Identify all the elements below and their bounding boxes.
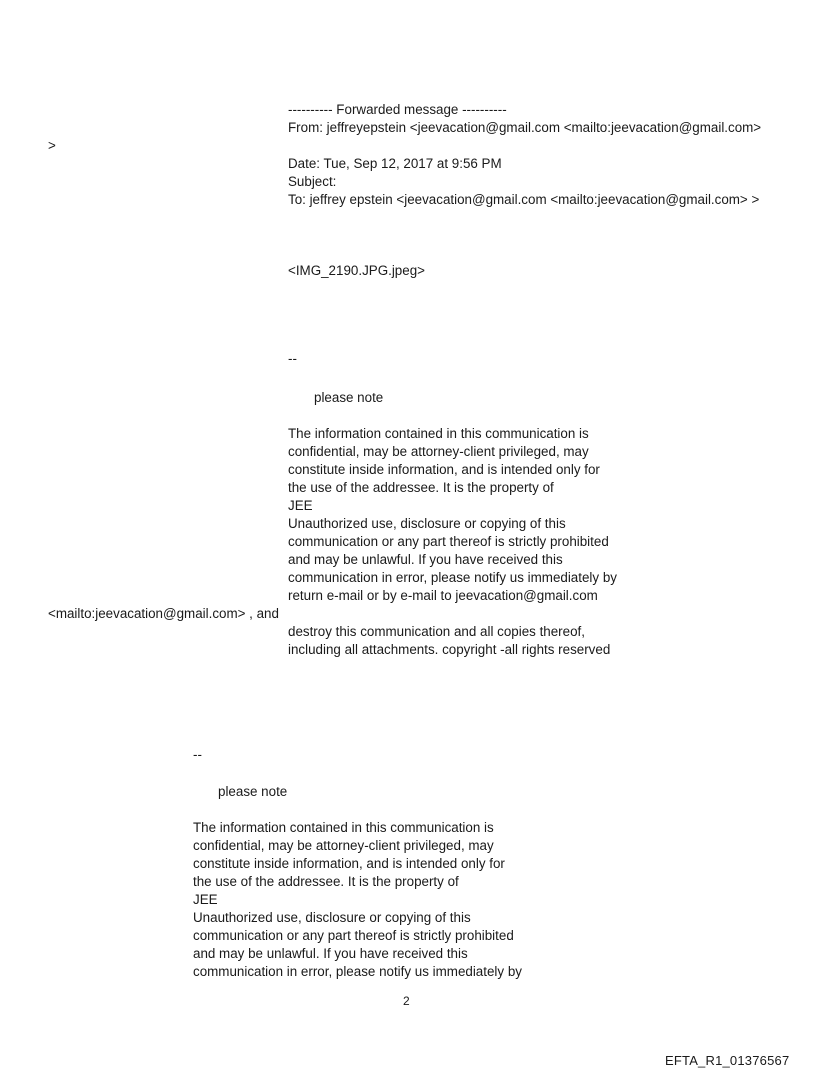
from-line: From: jeffreyepstein <jeevacation@gmail.com <mailto:jeevacation@gmail.com> [288,120,762,135]
disclaimer-1-line: destroy this communication and all copies thereof, [288,624,585,639]
disclaimer-1-line: return e-mail or by e-mail to jeevacation@gmail.com [288,588,598,603]
disclaimer-1-line: Unauthorized use, disclosure or copying of this [288,516,566,531]
disclaimer-1-line: communication or any part thereof is strictly prohibited [288,534,609,549]
disclaimer-1-line: constitute inside information, and is intended only for [288,462,600,477]
signature-separator-1: -- [288,351,297,366]
to-line: To: jeffrey epstein <jeevacation@gmail.com <mailto:jeevacation@gmail.com> > [288,192,760,207]
disclaimer-1-wrap: <mailto:jeevacation@gmail.com> , and [48,606,279,621]
disclaimer-2-line: communication in error, please notify us immediately by [193,964,522,979]
please-note-1: please note [314,390,384,405]
disclaimer-1-line: JEE [288,498,313,513]
disclaimer-2-line: JEE [193,892,218,907]
disclaimer-1-line: The information contained in this communication is [288,426,589,441]
signature-separator-2: -- [193,747,202,762]
date-line: Date: Tue, Sep 12, 2017 at 9:56 PM [288,156,502,171]
bates-number: EFTA_R1_01376567 [665,1053,790,1068]
page-number: 2 [403,994,410,1008]
disclaimer-2-line: The information contained in this communication is [193,820,494,835]
from-line-wrap: > [48,138,56,153]
disclaimer-2-line: constitute inside information, and is intended only for [193,856,505,871]
disclaimer-2-line: confidential, may be attorney-client privileged, may [193,838,494,853]
subject-line: Subject: [288,174,337,189]
please-note-2: please note [218,784,288,799]
disclaimer-1-line: confidential, may be attorney-client privileged, may [288,444,589,459]
forwarded-header: ---------- Forwarded message ---------- [288,102,507,117]
disclaimer-2-line: and may be unlawful. If you have received this [193,946,468,961]
disclaimer-1-line: and may be unlawful. If you have received this [288,552,563,567]
disclaimer-2-line: communication or any part thereof is strictly prohibited [193,928,514,943]
disclaimer-2-line: the use of the addressee. It is the property of [193,874,459,889]
disclaimer-1-line: including all attachments. copyright -all rights reserved [288,642,611,657]
disclaimer-2-line: Unauthorized use, disclosure or copying of this [193,910,471,925]
attachment-name: <IMG_2190.JPG.jpeg> [288,263,425,278]
disclaimer-1-line: communication in error, please notify us immediately by [288,570,617,585]
disclaimer-1-line: the use of the addressee. It is the property of [288,480,554,495]
